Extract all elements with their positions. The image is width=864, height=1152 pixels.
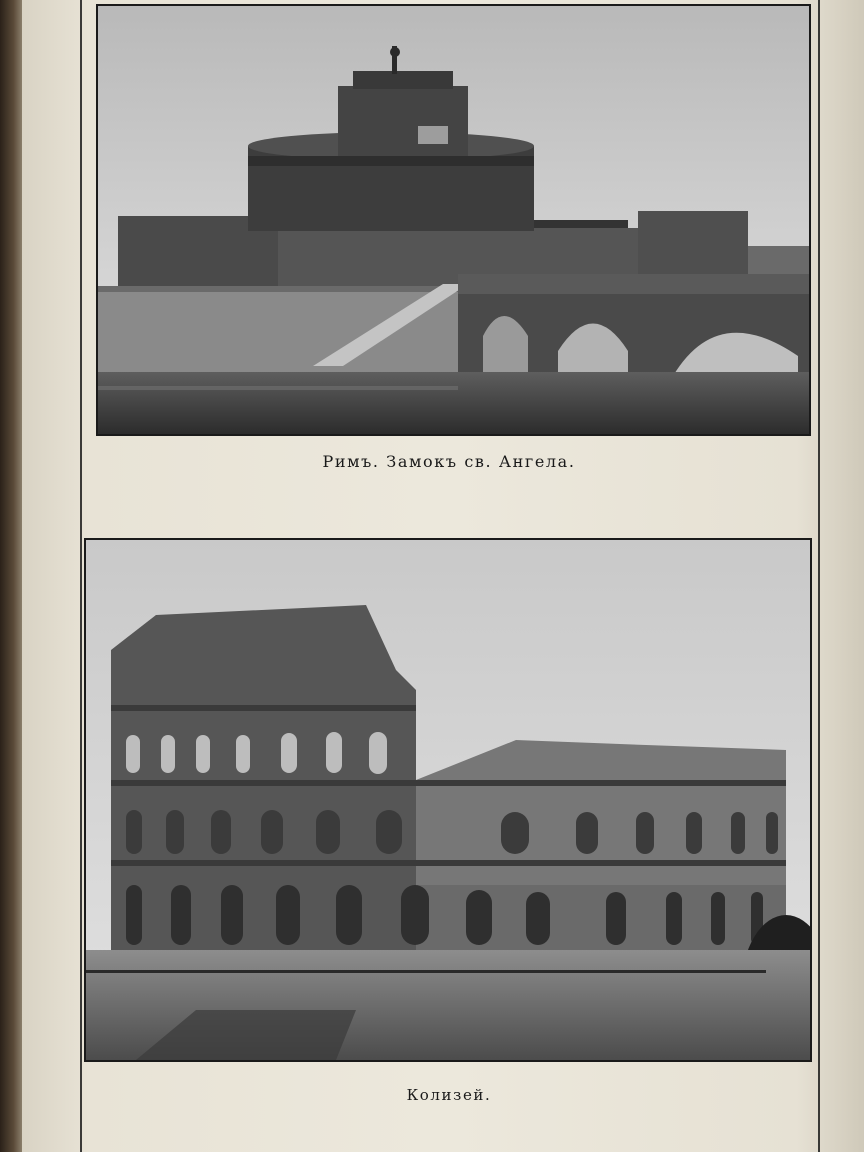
caption-colosseum: Колизей. [406, 1086, 492, 1104]
photo-colosseum [84, 538, 812, 1062]
photo-castel-sant-angelo [96, 4, 811, 436]
caption-castel-sant-angelo: Римъ. Замокъ св. Ангела. [322, 452, 576, 471]
right-border-rule [818, 0, 820, 1152]
left-border-rule [80, 0, 82, 1152]
